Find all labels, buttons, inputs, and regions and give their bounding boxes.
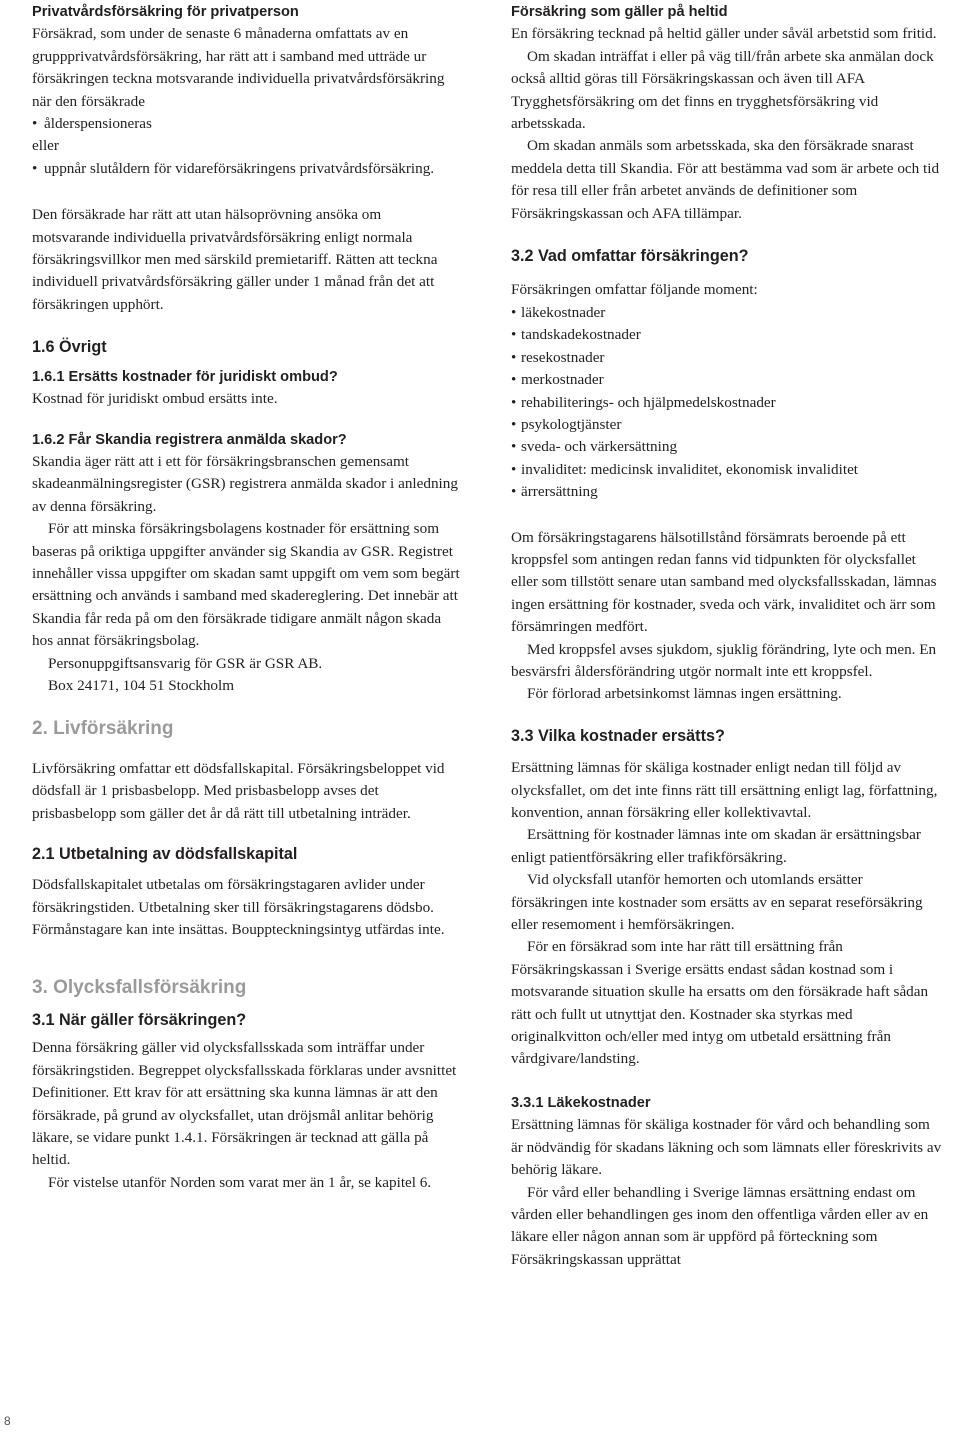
section-heading: 2.1 Utbetalning av dödsfallskapital xyxy=(32,845,298,863)
list-item: • resekostnader xyxy=(511,347,943,369)
paragraph: Om skadan anmäls som arbetsskada, ska den försäkrade snarast meddela detta till Skandia. För att bestämma vad som är arbete och tid för resa till eller från arbetet används de definitioner som Försäkringskassan och AFA tillämpar. xyxy=(511,137,940,222)
list-item: • ålderspensioneras xyxy=(32,113,462,135)
section-heading: 1.6 Övrigt xyxy=(32,338,107,357)
paragraph: Om skadan inträffat i eller på väg till/från arbete ska anmälan dock också alltid göras till Försäkringskassan och även till AFA Trygghetsförsäkring om det finns en trygghetsförsäkring vid arbetsskada. xyxy=(511,47,934,133)
paragraph: För vistelse utanför Norden som varat mer än 1 år, se kapitel 6. xyxy=(48,1173,432,1191)
section-heading: Privatvårdsförsäkring för privatperson xyxy=(32,4,299,20)
section-heading: 3.2 Vad omfattar försäkringen? xyxy=(511,247,749,266)
list-item: • läkekostnader xyxy=(511,302,943,324)
left-column xyxy=(32,0,462,1194)
chapter-heading: 2. Livförsäkring xyxy=(32,718,174,740)
paragraph: För att minska försäkringsbolagens kostnader för ersättning som baseras på oriktiga uppgifter använder sig Skandia av GSR. Registret innehåller vissa uppgifter om skadan samt uppgift om vem som begärt ersättning och används i samband med skadereglering. Det innebär att Skandia får reda på om den försäkrade tidigare anmält någon skada hos annat försäkringsbolag. xyxy=(32,520,460,650)
paragraph: Ersättning för kostnader lämnas inte om skadan är ersättningsbar enligt patientförsäkring eller trafikförsäkring. xyxy=(511,826,921,866)
section-heading: 3.1 När gäller försäkringen? xyxy=(32,1011,247,1030)
list-item: • merkostnader xyxy=(511,369,943,391)
section-heading: Försäkring som gäller på heltid xyxy=(511,4,728,20)
paragraph: Den försäkrade har rätt att utan hälsoprövning ansöka om motsvarande individuella privatvårdsförsäkring enligt normala försäkringsvillkor men med särskild premietariff. Rätten att teckna individuell privatvårdsförsäkring gäller under 1 månad från det att försäkringen upphört. xyxy=(32,206,438,313)
paragraph: För förlorad arbetsinkomst lämnas ingen ersättning. xyxy=(527,685,842,703)
bullet-list xyxy=(511,302,943,504)
paragraph: Försäkrad, som under de senaste 6 månaderna omfattats av en gruppprivatvårdsförsäkring, har rätt att i samband med utträde ur försäkringen teckna motsvarande individuella privatvårdsförsäkring när den försäkrade xyxy=(32,25,445,110)
paragraph: Box 24171, 104 51 Stockholm xyxy=(48,676,235,694)
paragraph: Vid olycksfall utanför hemorten och utomlands ersätter försäkringen inte kostnader som ersätts av en separat reseförsäkring eller resemoment i hemförsäkringen. xyxy=(511,871,923,934)
paragraph: Ersättning lämnas för skäliga kostnader enligt nedan till följd av olycksfallet, om det inte finns rätt till ersättning enligt lag, författning, konvention, annan försäkring eller kollektivavtal. xyxy=(511,759,938,821)
list-item: • tandskadekostnader xyxy=(511,324,943,346)
paragraph: Kostnad för juridiskt ombud ersätts inte. xyxy=(32,390,278,408)
list-item: • invaliditet: medicinsk invaliditet, ekonomisk invaliditet xyxy=(511,459,943,481)
right-column xyxy=(511,0,943,1271)
section-heading: 1.6.2 Får Skandia registrera anmälda skador? xyxy=(32,431,347,448)
bullet-list xyxy=(32,158,462,180)
paragraph: Skandia äger rätt att i ett för försäkringsbranschen gemensamt skadeanmälningsregister (GSR) registrera anmälda skador i anledning av denna försäkring. xyxy=(32,452,458,515)
list-item: • rehabiliterings- och hjälpmedelskostnader xyxy=(511,392,943,414)
chapter-heading: 3. Olycksfallsförsäkring xyxy=(32,976,247,998)
section-heading: 3.3.1 Läkekostnader xyxy=(511,1094,651,1111)
paragraph: Om försäkringstagarens hälsotillstånd försämrats beroende på ett kroppsfel som antingen redan fanns vid tidpunkten för olycksfallet eller som tillstött senare utan samband med olycksfallsskadan, lämnas ingen ersättning för kostnader, sveda och värk, invaliditet och ärr som försämringen medfört. xyxy=(511,528,937,636)
paragraph: För en försäkrad som inte har rätt till ersättning från Försäkringskassan i Sverige ersätts endast sådan kostnad som i motsvarande situation skulle ha ersatts om den försäkrade haft sådan rätt och fullt ut utnyttjat den. Kostnader ska styrkas med originalkvitton och/eller med intyg om utbetald ersättning från vårdgivare/landsting. xyxy=(511,938,929,1068)
paragraph: eller xyxy=(32,137,59,155)
section-heading: 1.6.1 Ersätts kostnader för juridiskt ombud? xyxy=(32,368,338,385)
paragraph: Ersättning lämnas för skäliga kostnader för vård och behandling som är nödvändig för skadans läkning och som lämnats eller föreskrivits av behörig läkare. xyxy=(511,1116,942,1179)
list-item: • sveda- och värkersättning xyxy=(511,436,943,458)
paragraph: För vård eller behandling i Sverige lämnas ersättning endast om vården eller behandlingen ges inom den offentliga vården eller av en läkare eller någon annan som är uppförd på förteckning som Försäkringskassan upprättat xyxy=(511,1183,929,1268)
paragraph: Personuppgiftsansvarig för GSR är GSR AB. xyxy=(48,654,323,672)
paragraph: Denna försäkring gäller vid olycksfallsskada som inträffar under försäkringstiden. Begreppet olycksfallsskada förklaras under avsnittet Definitioner. Ett krav för att ersättning ska kunna lämnas är att den försäkrade, på grund av olycksfallet, utan dröjsmål anlitar behörig läkare, se vidare punkt 1.4.1. Försäkringen är tecknad att gälla på heltid. xyxy=(32,1039,457,1169)
list-item: • psykologtjänster xyxy=(511,414,943,436)
paragraph: Dödsfallskapitalet utbetalas om försäkringstagaren avlider under försäkringstiden. Utbetalning sker till försäkringstagarens dödsbo. Förmånstagare kan inte insättas. Bouppteckningsintyg utfärdas inte. xyxy=(32,876,445,939)
paragraph: Försäkringen omfattar följande moment: xyxy=(511,281,758,299)
paragraph: Med kroppsfel avses sjukdom, sjuklig förändring, lyte och men. En besvärsfri åldersförändring utgör normalt inte ett kroppsfel. xyxy=(511,640,937,680)
bullet-list xyxy=(32,113,462,135)
paragraph: Livförsäkring omfattar ett dödsfallskapital. Försäkringsbeloppet vid dödsfall är 1 prisbasbelopp. Med prisbasbelopp avses det prisbasbelopp som gäller det år då rätt till utbetalning inträder. xyxy=(32,759,445,822)
page-number: 8 xyxy=(4,1414,11,1428)
paragraph: En försäkring tecknad på heltid gäller under såväl arbetstid som fritid. xyxy=(511,25,937,43)
list-item: • uppnår slutåldern för vidareförsäkringens privatvårdsförsäkring. xyxy=(32,158,462,180)
section-heading: 3.3 Vilka kostnader ersätts? xyxy=(511,726,725,745)
list-item: • ärrersättning xyxy=(511,481,943,503)
